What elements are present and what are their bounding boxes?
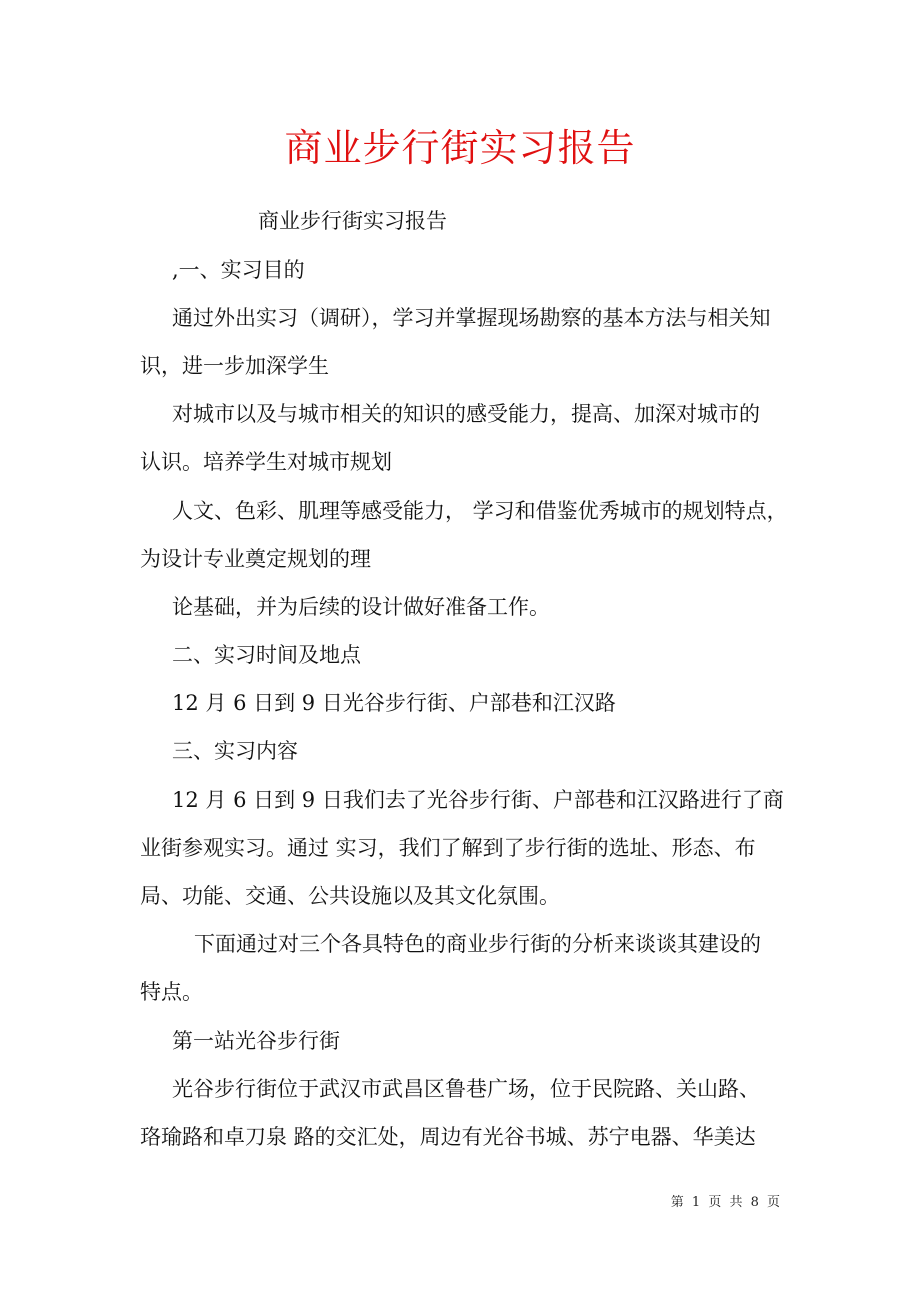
paragraph-line: 论基础，并为后续的设计做好准备工作。: [172, 595, 550, 619]
paragraph-line: 业街参观实习。通过 实习，我们了解到了步行街的选址、形态、布: [140, 836, 756, 860]
paragraph-line: 识，进一步加深学生: [140, 354, 329, 378]
paragraph-line: 人文、色彩、肌理等感受能力， 学习和借鉴优秀城市的规划特点，: [172, 499, 788, 523]
paragraph-line: 局、功能、交通、公共设施以及其文化氛围。: [140, 884, 560, 908]
paragraph-line: 珞瑜路和卓刀泉 路的交汇处，周边有光谷书城、苏宁电器、华美达: [140, 1125, 756, 1149]
paragraph-line: 认识。培养学生对城市规划: [140, 450, 392, 474]
paragraph-line: 通过外出实习（调研），学习并掌握现场勘察的基本方法与相关知: [172, 306, 771, 330]
paragraph-line: 对城市以及与城市相关的知识的感受能力，提高、加深对城市的: [172, 402, 760, 426]
section-heading-first-stop: 第一站光谷步行街: [172, 1029, 340, 1053]
paragraph-line: 为设计专业奠定规划的理: [140, 547, 371, 571]
section-heading-time-place: 二、实习时间及地点: [172, 643, 361, 667]
paragraph-line: 12 月 6 日到 9 日我们去了光谷步行街、户部巷和江汉路进行了商: [172, 788, 784, 812]
document-subtitle: 商业步行街实习报告: [258, 209, 447, 233]
paragraph-line: 12 月 6 日到 9 日光谷步行街、户部巷和江汉路: [172, 691, 616, 715]
section-heading-purpose: ,一、实习目的: [172, 258, 305, 282]
paragraph-line: 下面通过对三个各具特色的商业步行街的分析来谈谈其建设的: [194, 932, 761, 956]
paragraph-line: 光谷步行街位于武汉市武昌区鲁巷广场，位于民院路、关山路、: [172, 1077, 760, 1101]
page-number: 第 1 页 共 8 页: [670, 1195, 782, 1210]
document-title: 商业步行街实习报告: [284, 126, 636, 170]
paragraph-line: 特点。: [140, 980, 203, 1004]
section-heading-content: 三、实习内容: [172, 739, 298, 763]
